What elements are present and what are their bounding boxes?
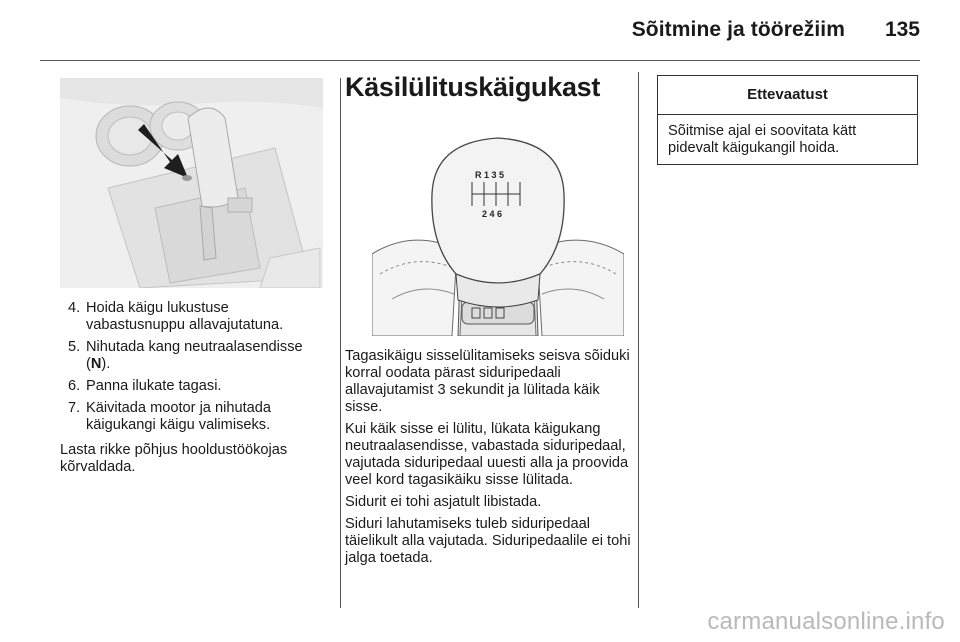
step-text: Käivitada mootor ja nihutada käigukangi käigu valimiseks. [86, 400, 271, 433]
paragraph: Sidurit ei tohi asjatult libistada. [345, 494, 542, 510]
column-divider-right [638, 72, 639, 608]
step-text: Nihutada kang neutraalasendisse ( [86, 339, 303, 372]
page-number: 135 [884, 18, 920, 41]
step-text-end: ). [101, 356, 111, 372]
list-item [60, 339, 330, 373]
step-number: 4. [68, 300, 81, 316]
step-number: 7. [68, 400, 81, 416]
column-divider-left [340, 78, 341, 608]
header-title: Sõitmine ja töörežiim [631, 18, 845, 41]
caution-box [657, 75, 918, 165]
step-number: 5. [68, 339, 81, 355]
paragraph: Kui käik sisse ei lülitu, lükata käigukang neutraalasendisse, vabastada siduripedaal, vajutada siduripedaal uuesti alla ja proovida veel kord tagasikäiku sisse lülitada. [345, 421, 629, 488]
step-text: Panna ilukate tagasi. [86, 378, 222, 394]
watermark: carmanualsonline.info [707, 608, 945, 635]
reverse-gear-instructions [345, 348, 635, 572]
step-list [60, 300, 330, 439]
list-item [60, 378, 330, 395]
list-item [60, 300, 330, 334]
gear-lever-release-illustration [60, 78, 323, 288]
header-rule [40, 60, 920, 61]
caution-title: Ettevaatust [658, 76, 917, 115]
paragraph: Siduri lahutamiseks tuleb siduripedaal täielikult alla vajutada. Siduripedaalile ei tohi jalga toetada. [345, 516, 631, 566]
neutral-gear-letter: N [90, 356, 102, 372]
list-item [60, 400, 330, 434]
manual-gear-knob-illustration [372, 124, 624, 336]
step-text: Hoida käigu lukustuse vabastusnuppu allavajutatuna. [86, 300, 284, 333]
section-title: Käsilülituskäigukast [345, 72, 601, 102]
paragraph: Tagasikäigu sisselülitamiseks seisva sõiduki korral oodata pärast siduripedaali allavajutamist 3 sekundit ja lülitada käik sisse. [345, 348, 630, 415]
caution-text: Sõitmise ajal ei soovitata kätt pidevalt käigukangil hoida. [668, 123, 857, 156]
knob-label-top: R 1 3 5 [475, 170, 505, 180]
step-number: 6. [68, 378, 81, 394]
repair-note: Lasta rikke põhjus hooldustöökojas kõrvaldada. [60, 442, 288, 475]
knob-label-bottom: 2 4 6 [482, 209, 503, 219]
